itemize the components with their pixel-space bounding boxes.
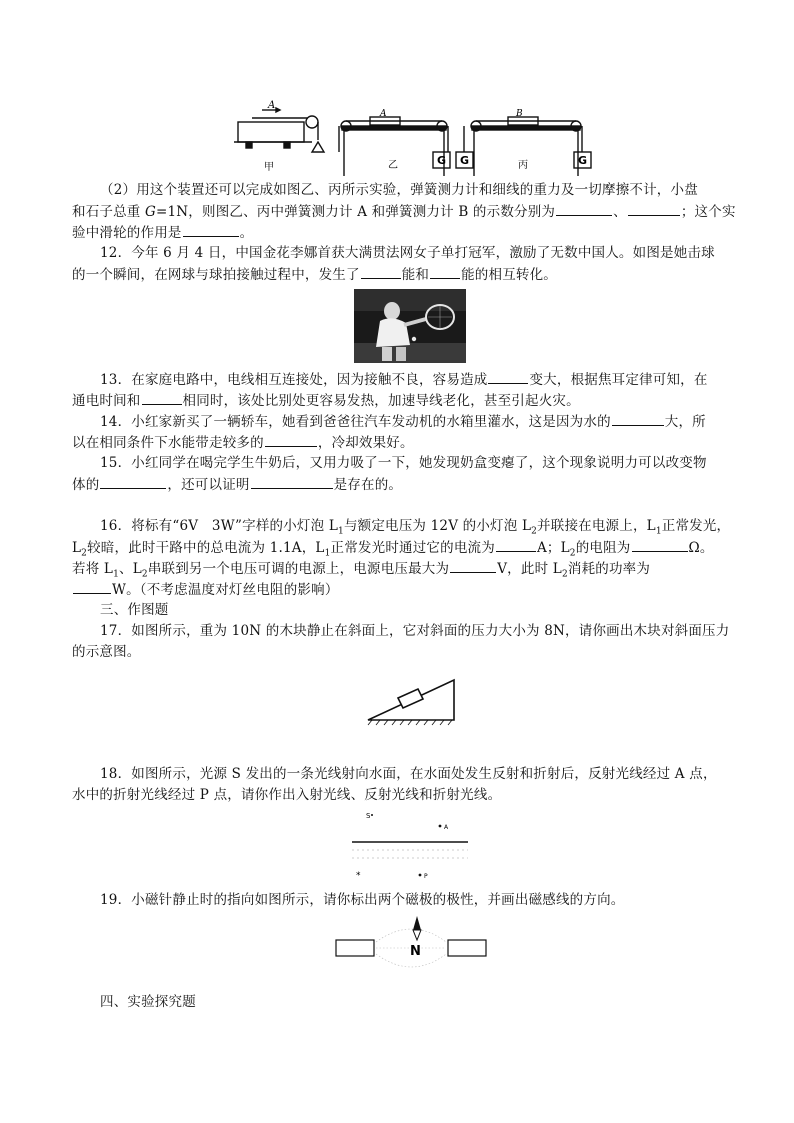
section-4-heading: 四、实验探究题 — [100, 994, 196, 1010]
q16-line1: 16．将标有“6V 3W”字样的小灯泡 $L_1$与额定电压为 12V 的小灯泡 $L_2$并联接在电源上，$L_1$正常发光， — [100, 518, 731, 537]
answer-blank[interactable] — [632, 537, 688, 552]
q17-line1: 17．如图所示，重为 10N 的木块静止在斜面上，它对斜面的压力大小为 8N，请你画出木块对斜面压力 — [100, 623, 730, 639]
answer-blank[interactable] — [265, 432, 317, 447]
magnet-compass-figure — [334, 912, 488, 982]
label-p-point: P — [424, 873, 428, 880]
q15-line2: 体的 ，还可以证明 是存在的。 — [72, 474, 722, 495]
label-g-bing-right: G — [578, 154, 588, 167]
q17-line2: 的示意图。 — [72, 644, 141, 660]
tennis-player-photo — [354, 289, 466, 363]
label-a-yi: A — [380, 109, 387, 119]
figure-jia — [234, 108, 324, 152]
q16-line3: 若将 $L_1$、$L_2$串联到另一个电压可调的电源上，电源电压最大为 V，此时 $L_2$消耗的功率为 — [72, 558, 722, 585]
water-surface-figure — [346, 808, 472, 880]
q14-line1: 14．小红家新买了一辆轿车，她看到爸爸往汽车发动机的水箱里灌水，这是因为水的 大，所 — [100, 411, 722, 432]
q11-2-line2: 和石子总重 G=1N，则图乙、丙中弹簧测力计 A 和弹簧测力计 B 的示数分别为 、 ；这个实 — [72, 201, 722, 222]
q16-line4: W。（不考虑温度对灯丝电阻的影响） — [72, 579, 722, 600]
label-star: * — [356, 871, 361, 880]
label-jia: 甲 — [264, 162, 274, 173]
pulley-apparatus-figure — [232, 100, 612, 180]
answer-blank[interactable] — [628, 201, 680, 216]
incline-block-figure — [362, 676, 466, 726]
answer-blank[interactable] — [100, 474, 166, 489]
answer-blank[interactable] — [556, 201, 612, 216]
answer-blank[interactable] — [496, 537, 536, 552]
q16-line2: $L_2$较暗，此时干路中的总电流为 1.1A，$L_1$正常发光时通过它的电流为 A；$L_2$的电阻为 Ω。 — [72, 537, 722, 564]
answer-blank[interactable] — [612, 411, 664, 426]
answer-blank[interactable] — [488, 369, 528, 384]
answer-blank[interactable] — [73, 579, 111, 594]
q18-line1: 18．如图所示，光源 S 发出的一条光线射向水面，在水面处发生反射和折射后，反射光线经过 A 点， — [100, 766, 717, 782]
label-a-point: A — [444, 824, 449, 831]
answer-blank[interactable] — [361, 264, 401, 279]
answer-blank[interactable] — [142, 390, 182, 405]
label-bing: 丙 — [518, 160, 528, 171]
section-3-heading: 三、作图题 — [100, 602, 169, 618]
q12-line2: 的一个瞬间，在网球与球拍接触过程中，发生了 能和 能的相互转化。 — [72, 264, 722, 285]
answer-blank[interactable] — [183, 222, 239, 237]
q14-line2: 以在相同条件下水能带走较多的 ，冷却效果好。 — [72, 432, 722, 453]
q11-2-line1: （2）用这个装置还可以完成如图乙、丙所示实验，弹簧测力计和细线的重力及一切摩擦不计，小盘 — [100, 182, 698, 198]
q13-line1: 13．在家庭电路中，电线相互连接处，因为接触不良，容易造成 变大，根据焦耳定律可知，在 — [100, 369, 722, 390]
label-a-top: A — [268, 100, 276, 111]
q12-line1: 12．今年 6 月 4 日，中国金花李娜首获大满贯法网女子单打冠军，激励了无数中国人。如图是她击球 — [100, 245, 715, 261]
label-yi: 乙 — [388, 160, 398, 171]
answer-blank[interactable] — [430, 264, 460, 279]
q19-line1: 19．小磁针静止时的指向如图所示，请你标出两个磁极的极性，并画出磁感线的方向。 — [100, 892, 625, 908]
q13-line2: 通电时间和 相同时，该处比别处更容易发热，加速导线老化，甚至引起火灾。 — [72, 390, 722, 411]
q15-line1: 15．小红同学在喝完学生牛奶后，又用力吸了一下，她发现奶盒变瘪了，这个现象说明力可以改变物 — [100, 455, 707, 471]
label-g-bing-left: G — [460, 154, 470, 167]
answer-blank[interactable] — [251, 474, 333, 489]
label-g-yi: G — [437, 154, 447, 167]
label-n: N — [410, 944, 421, 959]
label-s: S — [366, 812, 371, 820]
q18-line2: 水中的折射光线经过 P 点，请你作出入射光线、反射光线和折射光线。 — [72, 787, 502, 803]
label-b-bing: B — [516, 109, 523, 119]
q11-2-line3: 验中滑轮的作用是 。 — [72, 222, 722, 243]
answer-blank[interactable] — [450, 558, 496, 573]
